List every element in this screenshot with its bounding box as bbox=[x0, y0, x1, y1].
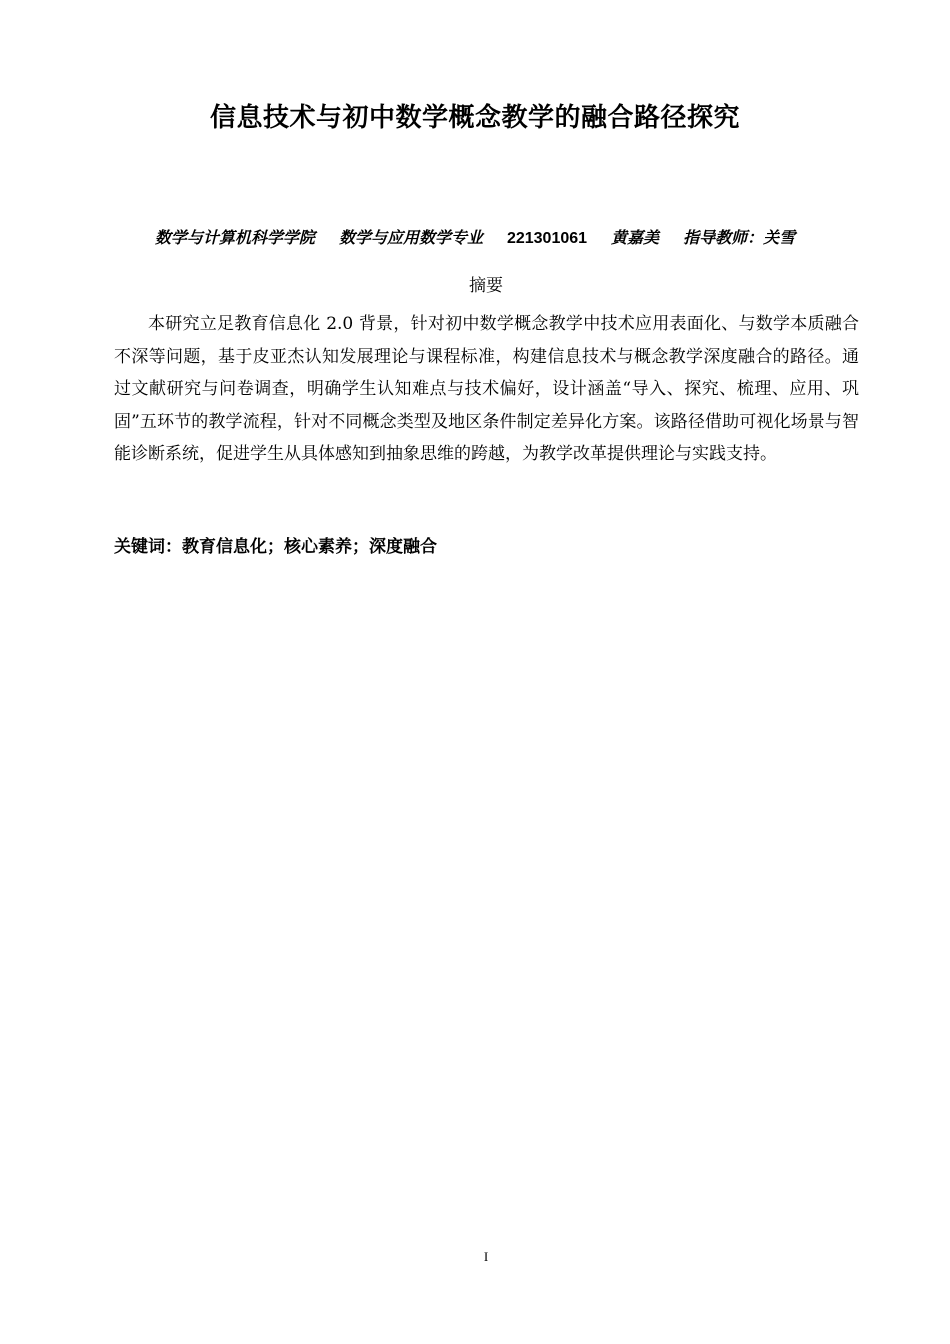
paper-title: 信息技术与初中数学概念教学的融合路径探究 bbox=[209, 103, 740, 133]
major-name: 数学与应用数学专业 bbox=[338, 228, 483, 247]
student-id: 221301061 bbox=[506, 230, 588, 247]
abstract-heading: 摘要 bbox=[469, 276, 503, 296]
abstract-body: 本研究立足教育信息化 2.0 背景，针对初中数学概念教学中技术应用表面化、与数学本质融合不深等问题，基于皮亚杰认知发展理论与课程标准，构建信息技术与概念教学深度融合的路径。通过文献研究与问卷调查，明确学生认知难点与技术偏好，设计涵盖“导入、探究、梳理、应用、巩固”五环节的教学流程，针对不同概念类型及地区条件制定差异化方案。该路径借助可视化场景与智能诊断系统，促进学生从具体感知到抽象思维的跨越，为教学改革提供理论与实践支持。 bbox=[114, 314, 859, 464]
school-name: 数学与计算机科学学院 bbox=[154, 228, 315, 247]
author-name: 黄嘉美 bbox=[611, 228, 660, 247]
advisor-name: 指导教师：关雪 bbox=[683, 228, 796, 247]
keywords-line: 关键词：教育信息化；核心素养；深度融合 bbox=[114, 537, 437, 557]
author-byline bbox=[0, 226, 950, 251]
page-number: I bbox=[483, 1249, 489, 1264]
